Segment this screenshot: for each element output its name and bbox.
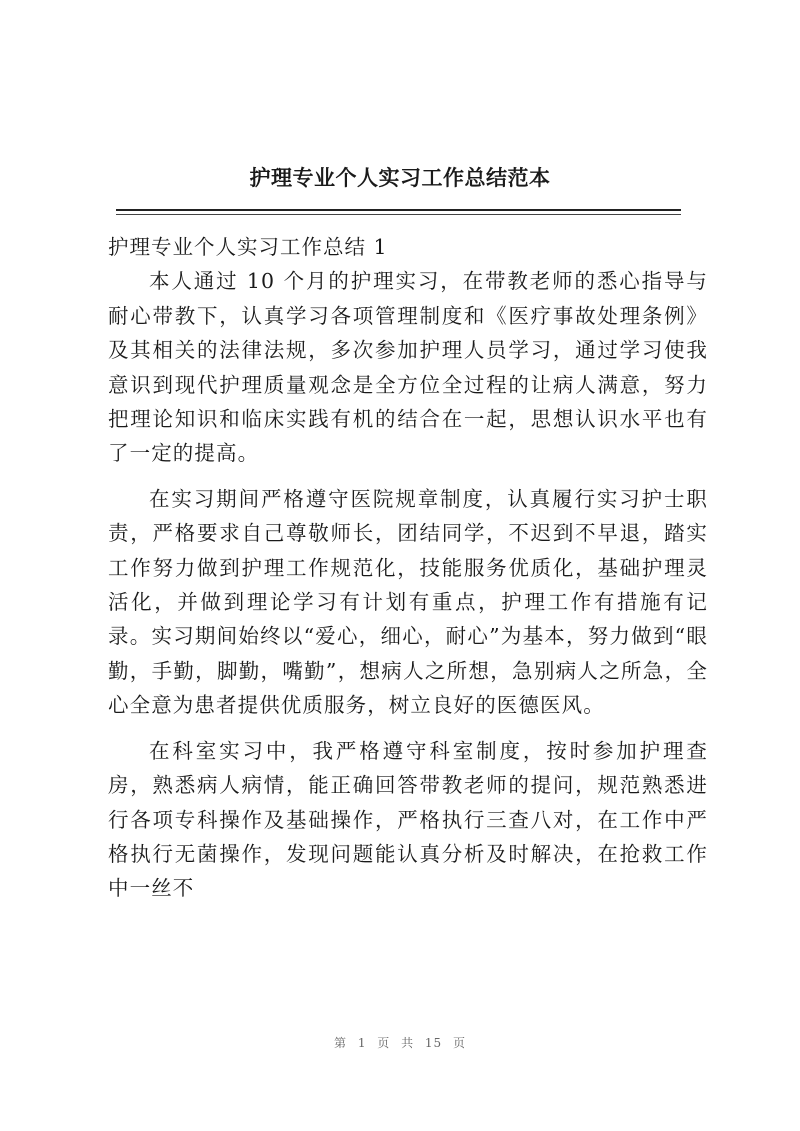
body-paragraph: 本人通过 10 个月的护理实习，在带教老师的悉心指导与耐心带教下，认真学习各项管理制度和《医疗事故处理条例》及其相关的法律法规，多次参加护理人员学习，通过学习使我意识到现代护理质量观念是全方位全过程的让病人满意，努力把理论知识和临床实践有机的结合在一起，思想认识水平也有了一定的提高。: [108, 269, 708, 466]
body-paragraph: 在科室实习中，我严格遵守科室制度，按时参加护理查房，熟悉病人病情，能正确回答带教老师的提问，规范熟悉进行各项专科操作及基础操作，严格执行三查八对，在工作中严格执行无菌操作，发现问题能认真分析及时解决，在抢救工作中一丝不: [108, 738, 708, 901]
title-divider: [116, 209, 681, 211]
title-divider-thin: [116, 214, 681, 215]
body-paragraph: 在实习期间严格遵守医院规章制度，认真履行实习护士职责，严格要求自己尊敬师长，团结同学，不迟到不早退，踏实工作努力做到护理工作规范化，技能服务优质化，基础护理灵活化，并做到理论学习有计划有重点，护理工作有措施有记录。实习期间始终以“爱心，细心，耐心”为基本，努力做到“眼勤，手勤，脚勤，嘴勤”，想病人之所想，急别病人之所急，全心全意为患者提供优质服务，树立良好的医德医风。: [108, 486, 708, 718]
page-number-footer: 第 1 页 共 15 页: [334, 1036, 466, 1050]
section-heading: 护理专业个人实习工作总结 1: [108, 235, 388, 259]
document-body: [108, 230, 708, 906]
document-title: 护理专业个人实习工作总结范本: [249, 166, 551, 190]
